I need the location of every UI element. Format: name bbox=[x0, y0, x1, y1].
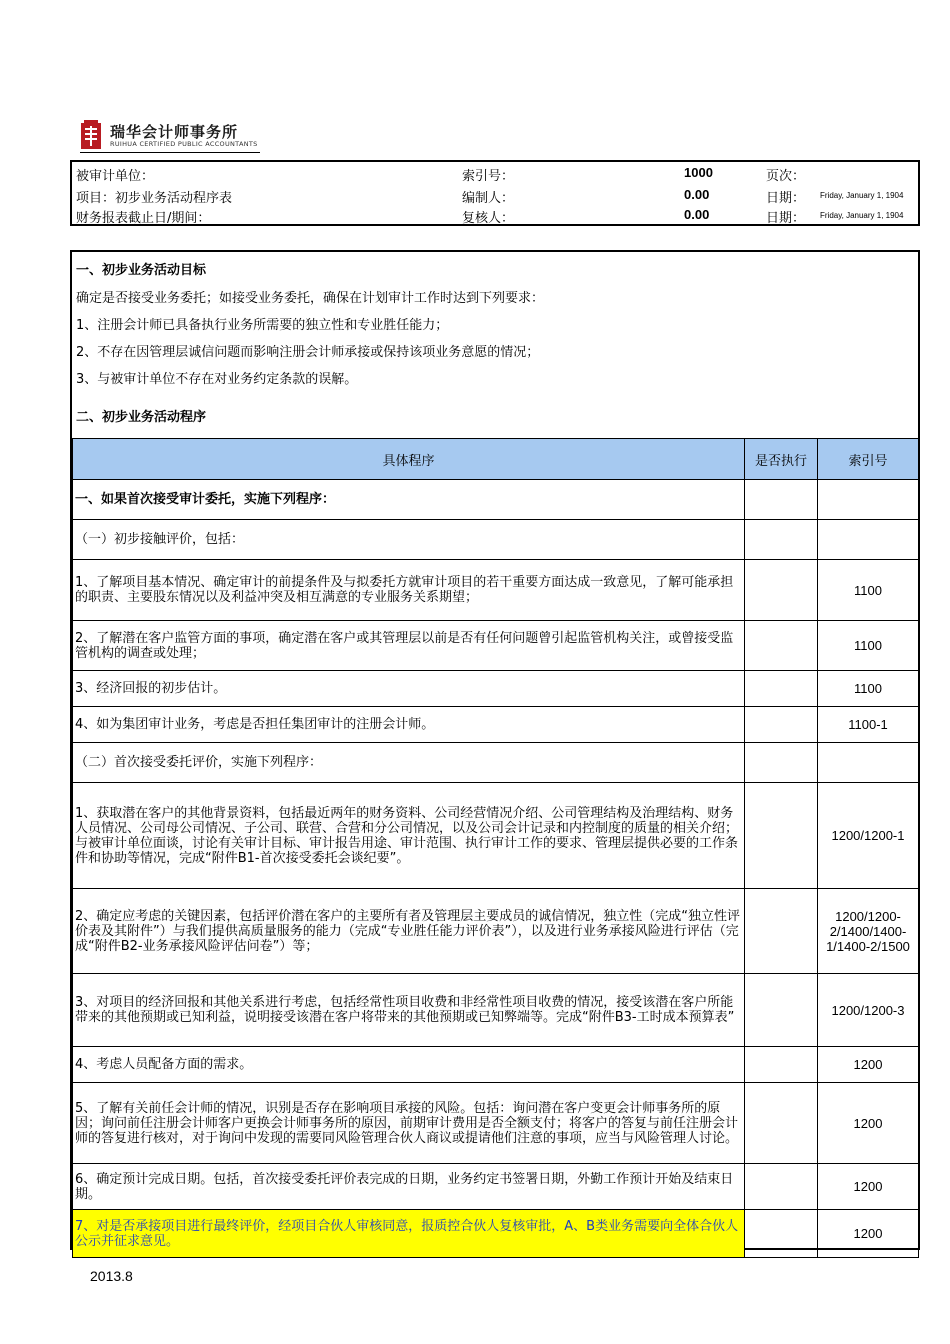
date-value: Friday, January 1, 1904 bbox=[820, 191, 904, 200]
preparer-label: 编制人： bbox=[462, 191, 515, 206]
preparer-value: 0.00 bbox=[684, 187, 710, 202]
executed-cell[interactable] bbox=[745, 1047, 818, 1083]
index-cell: 1100 bbox=[818, 560, 919, 621]
index-label: 索引号： bbox=[462, 169, 515, 184]
executed-cell[interactable] bbox=[745, 707, 818, 743]
objective-text: 确定是否接受业务委托；如接受业务委托，确保在计划审计工作时达到下列要求： bbox=[76, 291, 545, 306]
col-header-procedure: 具体程序 bbox=[73, 439, 745, 480]
executed-cell[interactable] bbox=[745, 1164, 818, 1210]
table-row bbox=[73, 1164, 919, 1210]
objective-item: 3、与被审计单位不存在对业务约定条款的误解。 bbox=[76, 372, 358, 387]
col-header-index: 索引号 bbox=[818, 439, 919, 480]
executed-cell[interactable] bbox=[745, 783, 818, 889]
audited-unit-label: 被审计单位： bbox=[76, 169, 155, 184]
index-cell: 1200/1200-2/1400/1400-1/1400-2/1500 bbox=[818, 889, 919, 974]
index-cell: 1200 bbox=[818, 1083, 919, 1164]
procedure-text: 3、经济回报的初步估计。 bbox=[73, 671, 745, 707]
executed-cell[interactable] bbox=[745, 743, 818, 783]
procedure-text: 一、如果首次接受审计委托，实施下列程序： bbox=[73, 480, 745, 520]
program-sheet bbox=[70, 250, 920, 1250]
table-row bbox=[73, 707, 919, 743]
executed-cell[interactable] bbox=[745, 560, 818, 621]
procedure-text-highlighted: 7、对是否承接项目进行最终评价，经项目合伙人审核同意，报质控合伙人复核审批，A、B类业务需要向全体合伙人公示并征求意见。 bbox=[73, 1210, 745, 1258]
procedure-text: （二）首次接受委托评价，实施下列程序： bbox=[73, 743, 745, 783]
table-row bbox=[73, 1083, 919, 1164]
procedure-text: 6、确定预计完成日期。包括，首次接受委托评价表完成的日期，业务约定书签署日期，外勤工作预计开始及结束日期。 bbox=[73, 1164, 745, 1210]
table-row bbox=[73, 974, 919, 1047]
logo-divider bbox=[80, 152, 260, 153]
table-row bbox=[73, 783, 919, 889]
header-row bbox=[72, 163, 918, 183]
section-heading-procedures: 二、初步业务活动程序 bbox=[76, 410, 207, 425]
procedure-text: 4、如为集团审计业务，考虑是否担任集团审计的注册会计师。 bbox=[73, 707, 745, 743]
procedure-text: （一）初步接触评价，包括： bbox=[73, 520, 745, 560]
objective-item: 1、注册会计师已具备执行业务所需要的独立性和专业胜任能力； bbox=[76, 318, 449, 333]
index-cell bbox=[818, 743, 919, 783]
table-row bbox=[73, 1047, 919, 1083]
index-cell: 1200 bbox=[818, 1210, 919, 1258]
executed-cell[interactable] bbox=[745, 480, 818, 520]
objective-item: 2、不存在因管理层诚信问题而影响注册会计师承接或保持该项业务意愿的情况； bbox=[76, 345, 540, 360]
header-block bbox=[70, 160, 920, 226]
firm-logo bbox=[80, 120, 340, 152]
index-cell bbox=[818, 520, 919, 560]
procedure-text: 3、对项目的经济回报和其他关系进行考虑，包括经常性项目收费和非经常性项目收费的情况，接受该潜在客户所能带来的其他预期或已知利益，说明接受该潜在客户将带来的其他预期或已知弊端等。完成“附件B3-工时成本预算表” bbox=[73, 974, 745, 1047]
executed-cell[interactable] bbox=[745, 621, 818, 671]
executed-cell[interactable] bbox=[745, 974, 818, 1047]
executed-cell[interactable] bbox=[745, 1083, 818, 1164]
index-cell: 1100 bbox=[818, 621, 919, 671]
index-cell bbox=[818, 480, 919, 520]
index-cell: 1100 bbox=[818, 671, 919, 707]
executed-cell[interactable] bbox=[745, 671, 818, 707]
page-label: 页次： bbox=[766, 169, 806, 184]
index-value: 1000 bbox=[684, 165, 713, 180]
procedure-text: 2、确定应考虑的关键因素，包括评价潜在客户的主要所有者及管理层主要成员的诚信情况，独立性（完成“独立性评价表及其附件”）与我们提供高质量服务的能力（完成“专业胜任能力评价表”），以及进行业务承接风险进行评估（完成“附件B2-业务承接风险评估问卷”）等； bbox=[73, 889, 745, 974]
procedure-text: 4、考虑人员配备方面的需求。 bbox=[73, 1047, 745, 1083]
firm-logo-icon bbox=[80, 120, 102, 150]
firm-name: 瑞华会计师事务所 bbox=[110, 123, 239, 141]
table-header-row bbox=[73, 439, 919, 480]
col-header-executed: 是否执行 bbox=[745, 439, 818, 480]
procedure-text: 1、获取潜在客户的其他背景资料，包括最近两年的财务资料、公司经营情况介绍、公司管理结构及治理结构、财务人员情况、公司母公司情况、子公司、联营、合营和分公司情况，以及公司会计记录和内控制度的质量的相关介绍；与被审计单位面谈，讨论有关审计目标、审计报告用途、审计范围、执行审计工作的要求、管理层提供必要的工作条件和协助等情况，完成“附件B1-首次接受委托会谈纪要”。 bbox=[73, 783, 745, 889]
index-cell: 1200 bbox=[818, 1047, 919, 1083]
index-cell: 1200 bbox=[818, 1164, 919, 1210]
reviewer-value: 0.00 bbox=[684, 207, 710, 222]
executed-cell[interactable] bbox=[745, 520, 818, 560]
table-row bbox=[73, 520, 919, 560]
date-label: 日期： bbox=[766, 191, 806, 206]
table-row bbox=[73, 671, 919, 707]
project-label: 项目：初步业务活动程序表 bbox=[76, 191, 233, 206]
index-cell: 1200/1200-3 bbox=[818, 974, 919, 1047]
procedure-text: 1、了解项目基本情况、确定审计的前提条件及与拟委托方就审计项目的若干重要方面达成一致意见，了解可能承担的职责、主要股东情况以及利益冲突及相互满意的专业服务关系期望； bbox=[73, 560, 745, 621]
table-row bbox=[73, 560, 919, 621]
procedure-text: 2、了解潜在客户监管方面的事项，确定潜在客户或其管理层以前是否有任何问题曾引起监管机构关注，或曾接受监管机构的调查或处理； bbox=[73, 621, 745, 671]
procedure-table bbox=[72, 438, 919, 1258]
firm-name-en: RUIHUA CERTIFIED PUBLIC ACCOUNTANTS bbox=[110, 140, 258, 148]
table-row bbox=[73, 743, 919, 783]
table-row bbox=[73, 621, 919, 671]
executed-cell[interactable] bbox=[745, 1210, 818, 1258]
table-row bbox=[73, 480, 919, 520]
period-label: 财务报表截止日/期间： bbox=[76, 211, 211, 226]
table-row bbox=[73, 1210, 919, 1258]
date-label: 日期： bbox=[766, 211, 806, 226]
header-row bbox=[72, 185, 918, 205]
section-heading-objectives: 一、初步业务活动目标 bbox=[76, 263, 207, 278]
executed-cell[interactable] bbox=[745, 889, 818, 974]
date-value: Friday, January 1, 1904 bbox=[820, 211, 904, 220]
index-cell: 1200/1200-1 bbox=[818, 783, 919, 889]
reviewer-label: 复核人： bbox=[462, 211, 515, 226]
index-cell: 1100-1 bbox=[818, 707, 919, 743]
procedure-text: 5、了解有关前任会计师的情况，识别是否存在影响项目承接的风险。包括：询问潜在客户变更会计师事务所的原因；询问前任注册会计师客户更换会计师事务所的原因，前期审计费用是否全额支付；将客户的答复与前任注册会计师的答复进行核对，对于询问中发现的需要同风险管理合伙人商议或提请他们注意的事项，应当与风险管理人讨论。 bbox=[73, 1083, 745, 1164]
header-row bbox=[72, 205, 918, 225]
table-row bbox=[73, 889, 919, 974]
version-footer: 2013.8 bbox=[90, 1268, 133, 1284]
